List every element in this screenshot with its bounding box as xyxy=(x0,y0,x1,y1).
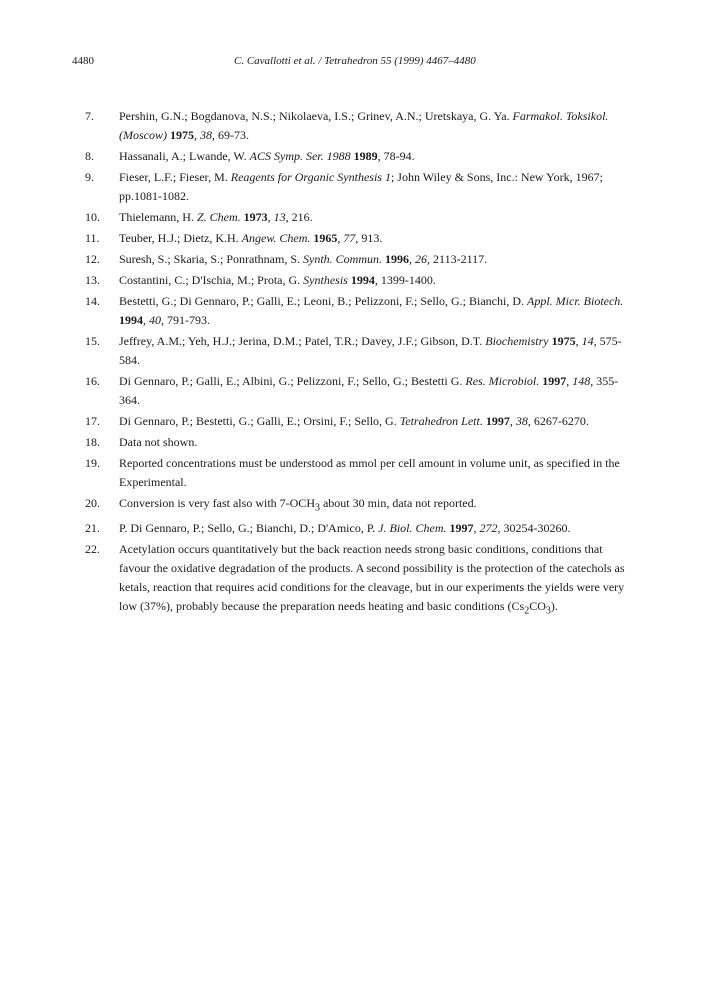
reference-text-run: Hassanali, A.; Lwande, W. xyxy=(119,149,250,163)
reference-item xyxy=(85,519,630,538)
reference-item xyxy=(85,208,630,227)
reference-item xyxy=(85,168,630,206)
reference-text-run: about 30 min, data not reported. xyxy=(319,496,477,510)
reference-text-run: , 216. xyxy=(285,210,313,224)
reference-item xyxy=(85,372,630,410)
reference-text xyxy=(119,294,623,327)
reference-text-run: , 6267-6270. xyxy=(527,414,589,428)
reference-text-run: J. Biol. Chem. xyxy=(378,521,447,536)
reference-number: 15. xyxy=(85,334,100,348)
reference-text-run: Jeffrey, A.M.; Yeh, H.J.; Jerina, D.M.; Patel, T.R.; Davey, J.F.; Gibson, D.T. xyxy=(119,334,486,348)
reference-number: 16. xyxy=(85,374,100,388)
reference-number: 14. xyxy=(85,294,100,308)
reference-text xyxy=(119,542,625,617)
reference-item xyxy=(85,540,630,620)
reference-text-run: , xyxy=(575,334,582,348)
reference-text-run: 1994 xyxy=(119,313,143,327)
reference-text xyxy=(119,273,436,287)
reference-item xyxy=(85,412,630,431)
reference-text-run: 1975 xyxy=(170,128,194,142)
reference-text-run: , 575-584. xyxy=(119,334,622,367)
reference-text-run: , xyxy=(143,313,149,327)
reference-text-run: , 355-364. xyxy=(119,374,619,407)
reference-text xyxy=(119,170,603,203)
reference-text-run: 1975 xyxy=(551,334,576,348)
reference-text-run: , 1399-1400. xyxy=(374,273,436,287)
reference-text-run: 3 xyxy=(545,605,551,617)
reference-text-run: , 791-793. xyxy=(161,313,210,327)
reference-text-run: Pershin, G.N.; Bogdanova, N.S.; Nikolaeva, I.S.; Grinev, A.N.; Uretskaya, G. Ya. xyxy=(119,109,513,123)
reference-text-run: 1997 xyxy=(485,414,510,428)
reference-text xyxy=(119,374,618,407)
reference-number: 18. xyxy=(85,435,100,449)
reference-text-run: Z. Chem. xyxy=(196,210,241,224)
reference-number: 12. xyxy=(85,252,100,266)
reference-item xyxy=(85,229,630,248)
reference-text-run: Suresh, S.; Skaria, S.; Ponrathnam, S. xyxy=(119,252,304,266)
reference-text-run: Conversion is very fast also with 7-OCH xyxy=(119,496,315,510)
reference-text-run: Data not shown. xyxy=(119,435,198,449)
reference-text-run: 1996 xyxy=(385,252,410,266)
reference-text-run: Farmakol. Toksikol. (Moscow) xyxy=(119,109,609,142)
reference-text-run: 14 xyxy=(581,334,594,348)
reference-text-run: , 913. xyxy=(355,231,383,245)
reference-list xyxy=(85,107,630,623)
reference-text-run: 40 xyxy=(149,313,161,327)
reference-number: 21. xyxy=(85,521,100,536)
reference-text-run: ACS Symp. Ser. 1988 xyxy=(249,149,351,163)
reference-text-run: 2 xyxy=(524,605,530,617)
reference-text-run: 1973 xyxy=(243,210,268,224)
reference-text-run: , xyxy=(337,231,344,245)
reference-text-run: 1994 xyxy=(350,273,375,287)
reference-number: 22. xyxy=(85,542,100,557)
reference-text xyxy=(119,496,477,514)
reference-text-run: , 78-94. xyxy=(377,149,415,163)
reference-text-run: 13 xyxy=(273,210,286,224)
reference-text-run: Appl. Micr. Biotech. xyxy=(527,294,624,308)
reference-text-run: , xyxy=(267,210,274,224)
reference-text-run: , xyxy=(194,128,200,142)
reference-number: 20. xyxy=(85,496,100,510)
reference-item xyxy=(85,292,630,330)
reference-item xyxy=(85,250,630,269)
reference-item xyxy=(85,332,630,370)
reference-number: 8. xyxy=(85,149,94,163)
reference-text xyxy=(119,414,589,428)
reference-text-run: , 30254-30260. xyxy=(497,521,571,536)
reference-text-run: , xyxy=(409,252,416,266)
reference-text-run: ; John Wiley & Sons, Inc.: New York, 1967; pp.1081-1082. xyxy=(119,170,603,203)
reference-number: 19. xyxy=(85,456,100,470)
reference-item xyxy=(85,271,630,290)
reference-text-run: P. Di Gennaro, P.; Sello, G.; Bianchi, D.; D'Amico, P. xyxy=(119,521,379,536)
reference-text-run: 1989 xyxy=(353,149,378,163)
reference-text-run: 3 xyxy=(314,502,320,514)
reference-text-run: Tetrahedron Lett. xyxy=(399,414,483,428)
reference-number: 7. xyxy=(85,109,94,123)
reference-text-run: ). xyxy=(550,599,558,614)
reference-text xyxy=(119,435,197,449)
reference-item xyxy=(85,433,630,452)
reference-text-run: 38 xyxy=(515,414,528,428)
reference-text-run: , 2113-2117. xyxy=(427,252,488,266)
reference-text xyxy=(119,521,571,535)
reference-text xyxy=(119,109,608,142)
reference-item xyxy=(85,147,630,166)
reference-number: 10. xyxy=(85,210,100,224)
reference-text-run: Synth. Commun. xyxy=(303,252,383,266)
reference-text-run: Reported concentrations must be understood as mmol per cell amount in volume unit, as specified in the Experimental. xyxy=(119,456,620,489)
reference-text-run: , xyxy=(473,521,480,536)
reference-number: 9. xyxy=(85,170,94,184)
running-title: C. Cavallotti et al. / Tetrahedron 55 (1999) 4467–4480 xyxy=(234,55,476,67)
reference-number: 17. xyxy=(85,414,100,428)
reference-text-run: , xyxy=(566,374,573,388)
reference-text xyxy=(119,456,620,489)
reference-text-run: Res. Microbiol. xyxy=(465,374,540,388)
reference-text-run: Costantini, C.; D'Ischia, M.; Prota, G. xyxy=(119,273,304,287)
reference-text-run: Fieser, L.F.; Fieser, M. xyxy=(119,170,231,184)
reference-text xyxy=(119,149,415,163)
reference-text-run: 1997 xyxy=(542,374,567,388)
reference-text-run: 38 xyxy=(200,128,212,142)
reference-text-run: 1965 xyxy=(313,231,338,245)
reference-item xyxy=(85,454,630,492)
reference-text xyxy=(119,210,313,224)
reference-text xyxy=(119,252,487,266)
reference-text-run: 26 xyxy=(415,252,428,266)
reference-text-run: , 69-73. xyxy=(212,128,249,142)
reference-text xyxy=(119,334,622,367)
reference-text-run: , xyxy=(509,414,516,428)
reference-text-run: Reagents for Organic Synthesis 1 xyxy=(230,170,391,184)
reference-text-run: 77 xyxy=(343,231,356,245)
reference-text-run: Angew. Chem. xyxy=(241,231,311,245)
reference-text xyxy=(119,231,382,245)
reference-text-run: Bestetti, G.; Di Gennaro, P.; Galli, E.; Leoni, B.; Pelizzoni, F.; Sello, G.; Bianchi, D. xyxy=(119,294,527,308)
reference-text-run: 272 xyxy=(479,521,498,536)
reference-text-run: 1997 xyxy=(449,521,474,536)
reference-item xyxy=(85,107,630,145)
reference-text-run: Teuber, H.J.; Dietz, K.H. xyxy=(119,231,242,245)
reference-text-run: Di Gennaro, P.; Galli, E.; Albini, G.; Pelizzoni, F.; Sello, G.; Bestetti G. xyxy=(119,374,466,388)
reference-item xyxy=(85,494,630,517)
reference-text-run: Biochemistry xyxy=(485,334,549,348)
page-number: 4480 xyxy=(72,55,94,67)
reference-text-run: Thielemann, H. xyxy=(119,210,197,224)
reference-text-run: CO xyxy=(529,599,546,614)
reference-text-run: Acetylation occurs quantitatively but the back reaction needs strong basic conditions, conditions that favour the oxidative degradation of the products. A second possibility is the protection of the catechols as ketals, reaction that requires acid conditions for the cleavage, but in our experiments the yields were very low (37%), probably because the preparation needs heating and basic conditions (Cs xyxy=(119,542,625,614)
reference-text-run: Synthesis xyxy=(303,273,348,287)
reference-number: 11. xyxy=(85,231,100,245)
reference-text-run: 148 xyxy=(572,374,591,388)
reference-text-run: Di Gennaro, P.; Bestetti, G.; Galli, E.; Orsini, F.; Sello, G. xyxy=(119,414,400,428)
page-header xyxy=(72,55,632,71)
reference-number: 13. xyxy=(85,273,100,287)
